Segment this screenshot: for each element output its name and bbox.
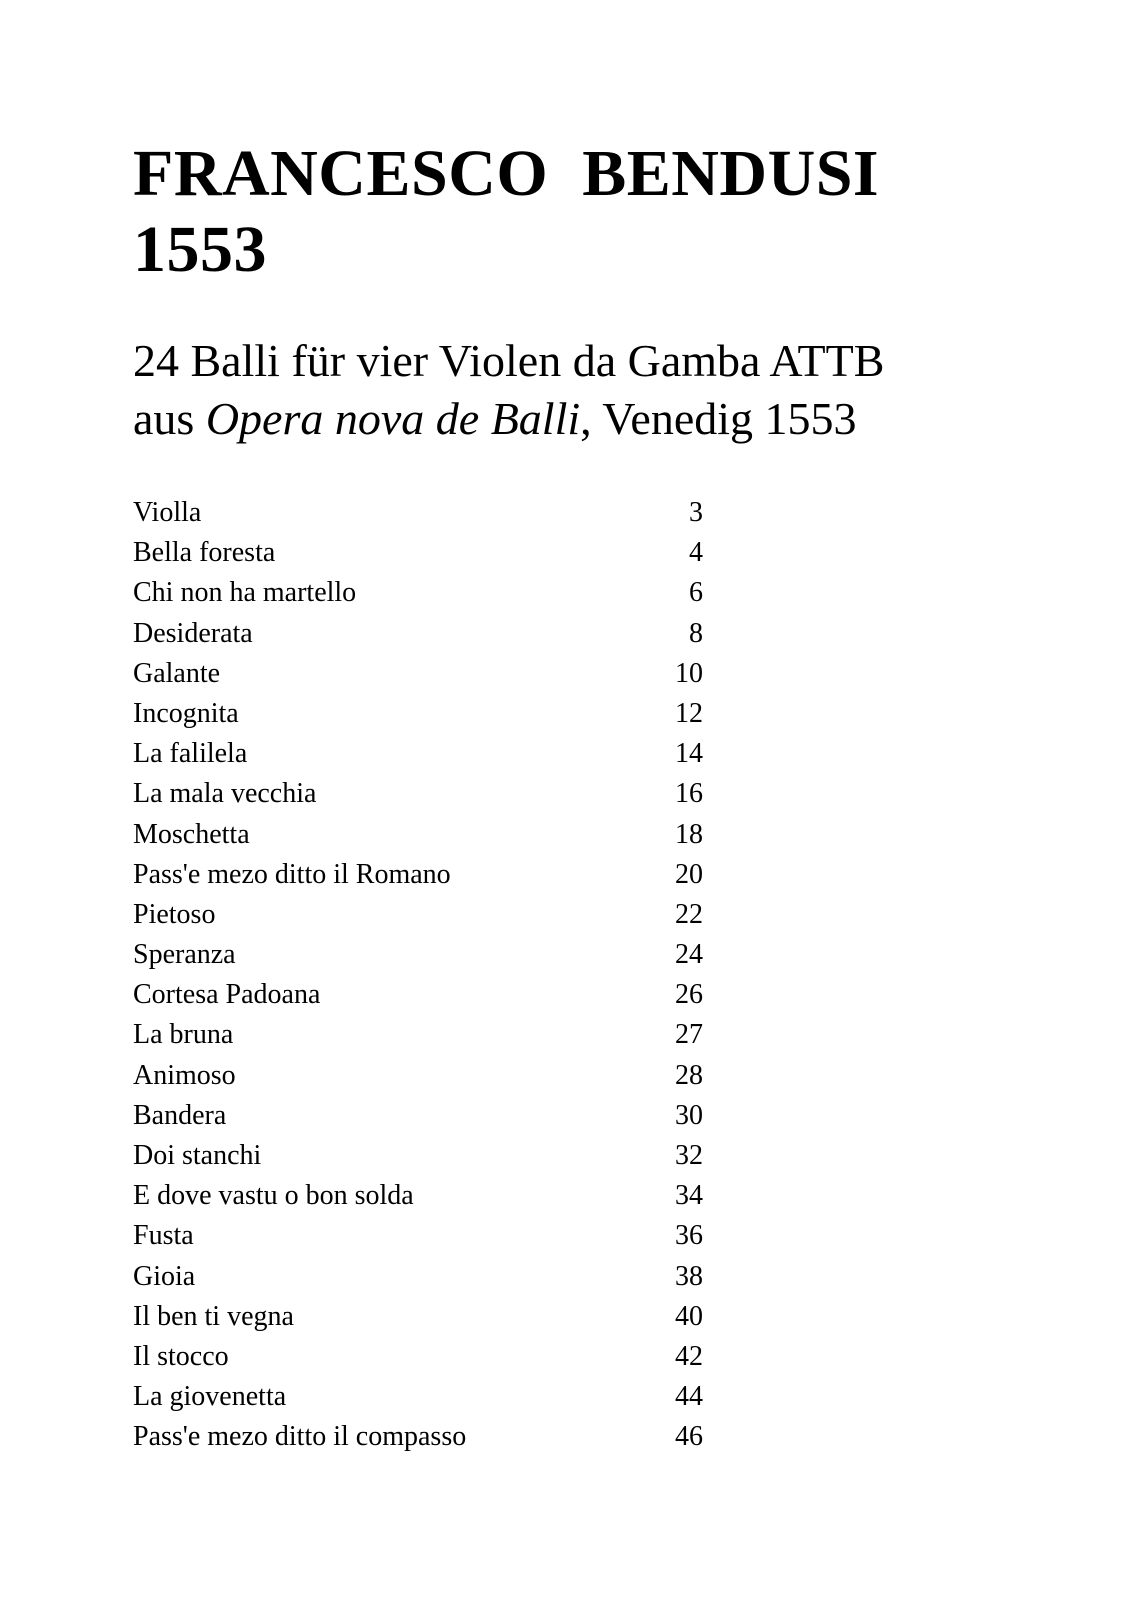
toc-entry-title: Doi stanchi [133,1140,262,1171]
toc-entry [133,1257,703,1297]
toc-entry-title: Chi non ha martello [133,577,357,609]
toc-entry-title: Fusta [133,1220,194,1252]
toc-entry [133,1216,703,1256]
toc-entry-page: 14 [675,738,703,770]
toc-entry-title: Moschetta [133,818,250,850]
toc-entry-page: 24 [675,939,703,971]
toc-entry-title: Incognita [133,697,239,729]
toc-entry-title: La giovenetta [133,1381,287,1413]
toc-entry-page: 32 [675,1140,703,1171]
toc-entry-page: 34 [675,1180,703,1212]
toc-entry-page: 40 [675,1300,703,1332]
toc-entry [133,774,703,814]
toc-entry [133,1176,703,1216]
toc-entry-page: 27 [675,1019,703,1051]
subtitle-work-title: Opera nova de Balli [205,393,581,444]
toc-entry-title: La falilela [133,738,248,770]
toc-entry-page: 12 [675,697,703,729]
title-year: 1553 [133,213,267,286]
toc-entry [133,694,703,734]
document-subtitle [133,332,884,448]
toc-entry [133,734,703,774]
toc-entry-title: Il ben ti vegna [133,1300,294,1332]
toc-entry [133,935,703,975]
toc-entry [133,1056,703,1096]
toc-entry-page: 44 [675,1381,703,1413]
subtitle-suffix: , Venedig 1553 [580,393,857,444]
toc-entry [133,1015,703,1055]
toc-entry-page: 18 [675,818,703,850]
subtitle-line-2 [133,390,884,448]
toc-entry-page: 16 [675,778,703,810]
toc-entry [133,1417,703,1457]
toc-entry [133,1096,703,1136]
toc-entry-title: Speranza [133,939,236,971]
toc-entry-title: Galante [133,657,221,689]
toc-entry-title: Bella foresta [133,537,276,569]
toc-entry [133,855,703,895]
toc-entry-page: 28 [675,1059,703,1091]
toc-entry [133,1337,703,1377]
toc-entry-page: 26 [675,979,703,1011]
toc-entry [133,895,703,935]
toc-entry-title: Bandera [133,1099,227,1131]
toc-entry-title: Animoso [133,1059,236,1091]
toc-entry-page: 4 [689,537,703,569]
toc-entry-page: 22 [675,898,703,930]
toc-entry-page: 20 [675,858,703,890]
toc-entry [133,815,703,855]
toc-entry-title: Gioia [133,1260,196,1292]
toc-entry-title: La bruna [133,1019,234,1051]
toc-entry-title: La mala vecchia [133,778,317,810]
toc-entry-title: E dove vastu o bon solda [133,1180,414,1212]
toc-entry-page: 42 [675,1340,703,1372]
toc-entry [133,533,703,573]
toc-entry-page: 3 [689,497,703,528]
toc-entry-title: Pietoso [133,898,216,930]
document-title [133,136,879,288]
toc-entry-page: 10 [675,657,703,689]
toc-entry-page: 46 [675,1421,703,1453]
toc-entry-title: Desiderata [133,617,253,649]
toc-entry [133,1136,703,1176]
toc-entry-title: Il stocco [133,1340,229,1372]
toc-entry-title: Pass'e mezo ditto il Romano [133,858,451,890]
toc-entry-title: Violla [133,497,202,528]
toc-entry [133,614,703,654]
toc-entry [133,975,703,1015]
toc-entry [133,573,703,613]
toc-entry-title: Cortesa Padoana [133,979,321,1011]
toc-entry [133,493,703,533]
toc-entry-page: 6 [689,577,703,609]
toc-entry [133,1297,703,1337]
toc-entry-page: 30 [675,1099,703,1131]
subtitle-prefix: aus [133,393,206,444]
toc-entry-page: 8 [689,617,703,649]
toc-entry-page: 38 [675,1260,703,1292]
table-of-contents [133,493,703,1458]
toc-entry-page: 36 [675,1220,703,1252]
subtitle-line-1: 24 Balli für vier Violen da Gamba ATTB [133,335,885,386]
toc-entry-title: Pass'e mezo ditto il compasso [133,1421,467,1453]
title-composer: FRANCESCO BENDUSI [133,137,880,210]
toc-entry [133,654,703,694]
toc-entry [133,1377,703,1417]
